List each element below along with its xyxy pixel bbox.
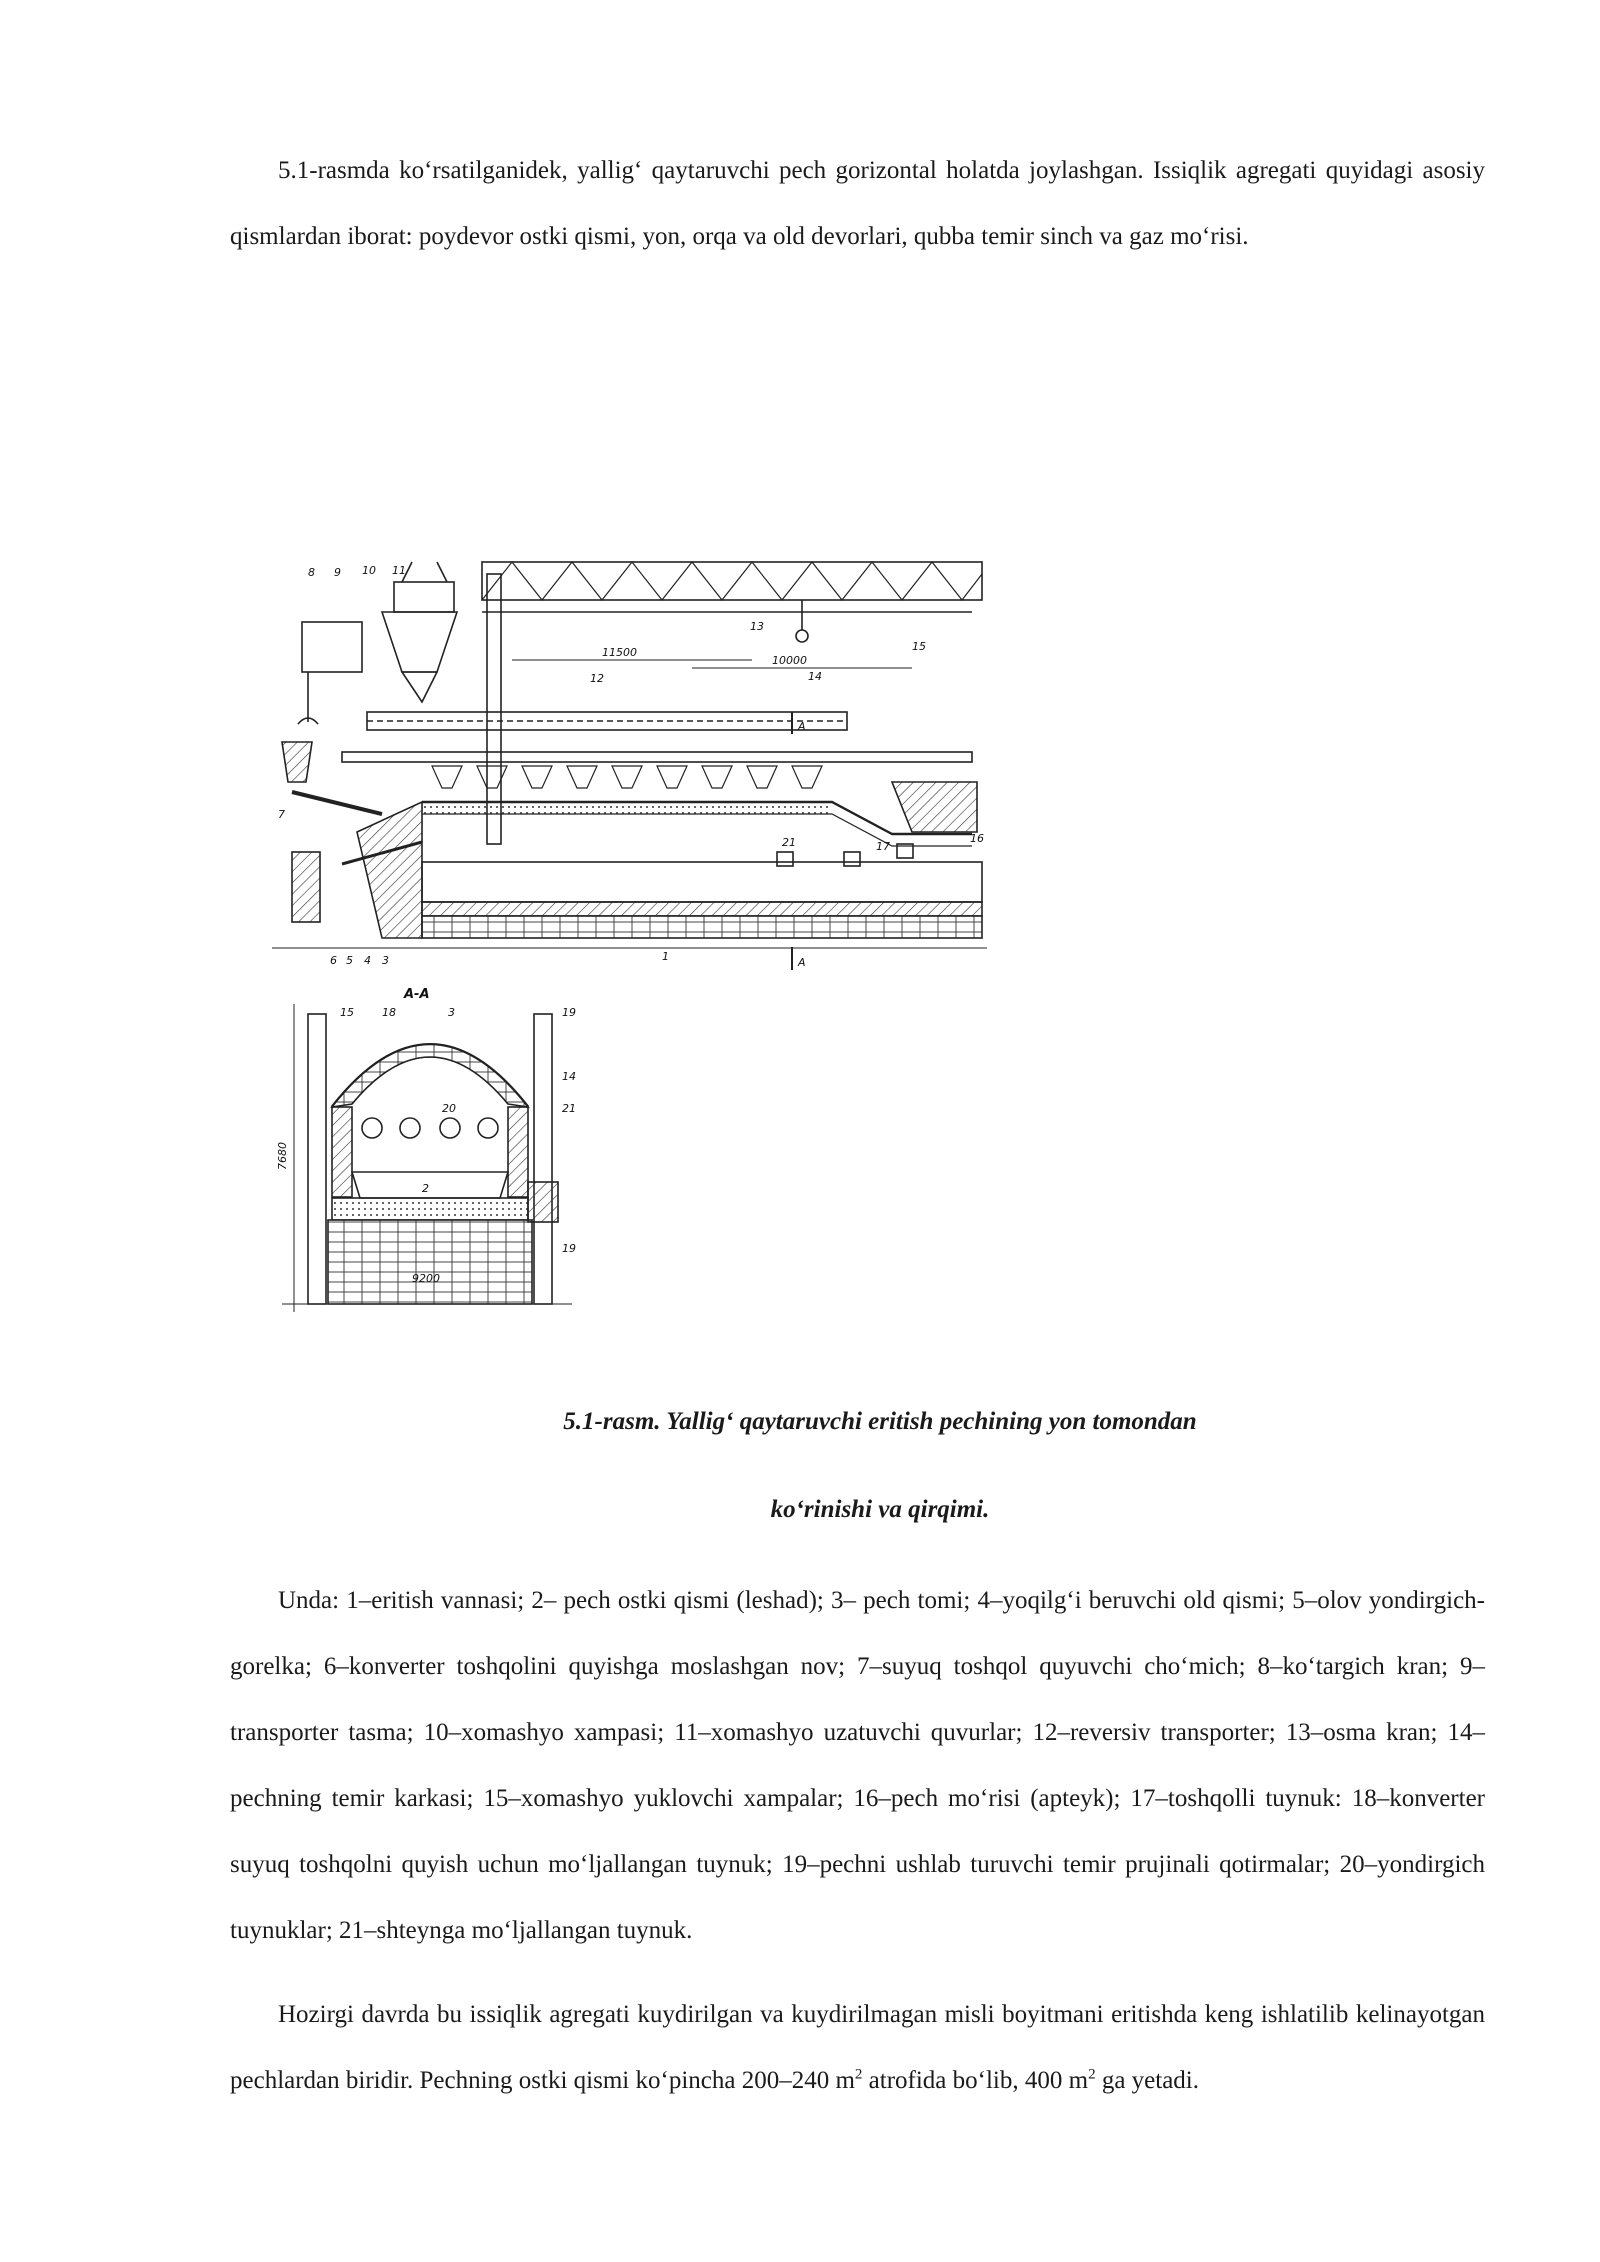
svg-text:15: 15 bbox=[340, 1006, 354, 1019]
svg-text:12: 12 bbox=[590, 672, 604, 685]
svg-text:2: 2 bbox=[422, 1182, 429, 1195]
svg-text:17: 17 bbox=[876, 840, 890, 853]
figure-caption-line-1: 5.1-rasm. Yallig‘ qaytaruvchi eritish pechining yon tomondan bbox=[563, 1408, 1197, 1435]
svg-text:19: 19 bbox=[562, 1006, 576, 1019]
svg-text:10: 10 bbox=[362, 564, 376, 577]
closing-paragraph bbox=[230, 1982, 1485, 2114]
side-view bbox=[272, 562, 987, 970]
closing-text-b: atrofida bo‘lib, 400 m bbox=[862, 2067, 1089, 2094]
svg-text:11500: 11500 bbox=[602, 646, 637, 659]
svg-text:20: 20 bbox=[442, 1102, 456, 1115]
svg-text:19: 19 bbox=[562, 1242, 576, 1255]
svg-text:16: 16 bbox=[970, 832, 984, 845]
closing-text-c: ga yetadi. bbox=[1095, 2067, 1199, 2094]
svg-text:18: 18 bbox=[382, 1006, 396, 1019]
svg-text:3: 3 bbox=[448, 1006, 455, 1019]
svg-text:14: 14 bbox=[562, 1070, 576, 1083]
svg-text:10000: 10000 bbox=[772, 654, 807, 667]
svg-text:5: 5 bbox=[346, 954, 353, 967]
svg-text:A-A: A-A bbox=[404, 987, 430, 1002]
svg-text:14: 14 bbox=[808, 670, 822, 683]
svg-text:4: 4 bbox=[364, 954, 371, 967]
cross-section bbox=[282, 1004, 572, 1312]
area-unit-superscript-b: 2 bbox=[1088, 2066, 1096, 2083]
area-unit-superscript-a: 2 bbox=[854, 2066, 863, 2083]
legend-paragraph: Unda: 1–eritish vannasi; 2– pech ostki qismi (leshad); 3– pech tomi; 4–yoqilg‘i beruvchi old qismi; 5–olov yondirgich-gorelka; 6–konverter toshqolini quyishga moslashgan nov; 7–suyuq toshqol quyuvchi cho‘mich; 8–ko‘targich kran; 9–transporter tasma; 10–xomashyo xampasi; 11–xomashyo uzatuvchi quvurlar; 12–reversiv transporter; 13–osma kran; 14–pechning temir karkasi; 15–xomashyo yuklovchi xampalar; 16–pech mo‘risi (apteyk); 17–toshqolli tuynuk: 18–konverter suyuq toshqolni quyish uchun mo‘ljallangan tuynuk; 19–pechni ushlab turuvchi temir prujinali qotirmalar; 20–yondirgich tuynuklar; 21–shteynga mo‘ljallangan tuynuk. bbox=[230, 1587, 1485, 1944]
figure-caption-line-2: ko‘rinishi va qirqimi. bbox=[770, 1496, 990, 1523]
furnace-drawing-svg bbox=[272, 552, 1002, 1312]
svg-text:7: 7 bbox=[278, 808, 285, 821]
closing-text-a: Hozirgi davrda bu issiqlik agregati kuydirilgan va kuydirilmagan misli boyitmani eritishda keng ishlatilib kelinayotgan pechlardan biridir. Pechning ostki qismi ko‘pincha 200–240 m bbox=[230, 2001, 1485, 2094]
furnace-drawing bbox=[272, 552, 1002, 1312]
svg-text:21: 21 bbox=[782, 836, 796, 849]
svg-text:21: 21 bbox=[562, 1102, 576, 1115]
svg-text:7680: 7680 bbox=[276, 1142, 289, 1170]
svg-text:A: A bbox=[798, 956, 806, 969]
svg-text:13: 13 bbox=[750, 620, 764, 633]
svg-text:3: 3 bbox=[382, 954, 389, 967]
svg-text:15: 15 bbox=[912, 640, 926, 653]
svg-text:6: 6 bbox=[330, 954, 337, 967]
svg-text:A: A bbox=[798, 720, 806, 733]
svg-text:1: 1 bbox=[662, 950, 669, 963]
svg-text:9: 9 bbox=[334, 566, 341, 579]
svg-text:9200: 9200 bbox=[412, 1272, 440, 1285]
svg-text:11: 11 bbox=[392, 564, 406, 577]
intro-paragraph: 5.1-rasmda ko‘rsatilganidek, yallig‘ qaytaruvchi pech gorizontal holatda joylashgan. Issiqlik agregati quyidagi asosiy qismlardan iborat: poydevor ostki qismi, yon, orqa va old devorlari, qubba temir sinch va gaz mo‘risi. bbox=[230, 157, 1485, 250]
svg-text:8: 8 bbox=[308, 566, 315, 579]
